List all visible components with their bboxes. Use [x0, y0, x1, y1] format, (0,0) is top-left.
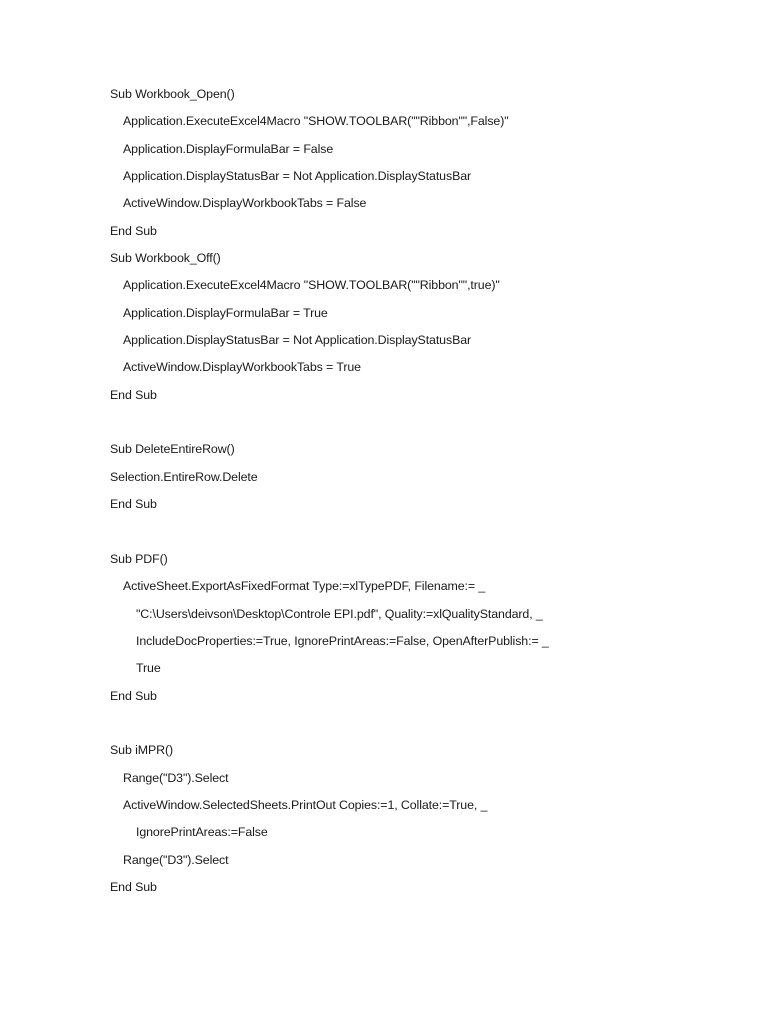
code-line: Range("D3").Select	[123, 852, 229, 867]
code-line: ActiveSheet.ExportAsFixedFormat Type:=xlTypePDF, Filename:= _	[123, 579, 486, 594]
code-line: Sub DeleteEntireRow()	[110, 442, 235, 457]
code-line: Application.DisplayStatusBar = Not Application.DisplayStatusBar	[123, 333, 472, 348]
sub-impr	[110, 741, 730, 905]
code-line: Sub Workbook_Off()	[110, 251, 221, 266]
code-line: End Sub	[110, 879, 157, 894]
code-line: End Sub	[110, 387, 157, 402]
code-line: End Sub	[110, 223, 157, 238]
sub-workbook-open	[110, 85, 730, 249]
code-line: ActiveWindow.DisplayWorkbookTabs = False	[123, 196, 367, 211]
code-line: Sub iMPR()	[110, 743, 174, 758]
blank-line	[110, 714, 730, 741]
code-line: Application.DisplayFormulaBar = True	[123, 305, 328, 320]
code-line: ActiveWindow.SelectedSheets.PrintOut Copies:=1, Collate:=True, _	[123, 797, 488, 812]
code-line: True	[136, 661, 161, 676]
code-line: Application.ExecuteExcel4Macro "SHOW.TOOLBAR(""Ribbon"",true)"	[123, 278, 500, 293]
blank-line	[110, 413, 730, 440]
code-line: ActiveWindow.DisplayWorkbookTabs = True	[123, 360, 361, 375]
sub-workbook-off	[110, 249, 730, 413]
code-line: Application.ExecuteExcel4Macro "SHOW.TOOLBAR(""Ribbon"",False)"	[123, 114, 509, 129]
code-line: Range("D3").Select	[123, 770, 229, 785]
blank-line	[110, 523, 730, 550]
code-line: End Sub	[110, 497, 157, 512]
code-line: Application.DisplayStatusBar = Not Application.DisplayStatusBar	[123, 169, 472, 184]
sub-delete-entire-row	[110, 440, 730, 522]
code-line: Sub PDF()	[110, 551, 168, 566]
vba-code-block	[110, 85, 730, 905]
sub-pdf	[110, 550, 730, 714]
code-line: IgnorePrintAreas:=False	[136, 825, 268, 840]
code-line: "C:\Users\deivson\Desktop\Controle EPI.pdf", Quality:=xlQualityStandard, _	[136, 606, 543, 621]
code-line: End Sub	[110, 688, 157, 703]
code-line: Selection.EntireRow.Delete	[110, 469, 258, 484]
code-line: Application.DisplayFormulaBar = False	[123, 141, 334, 156]
code-line: IncludeDocProperties:=True, IgnorePrintAreas:=False, OpenAfterPublish:= _	[136, 633, 549, 648]
code-line: Sub Workbook_Open()	[110, 87, 235, 101]
